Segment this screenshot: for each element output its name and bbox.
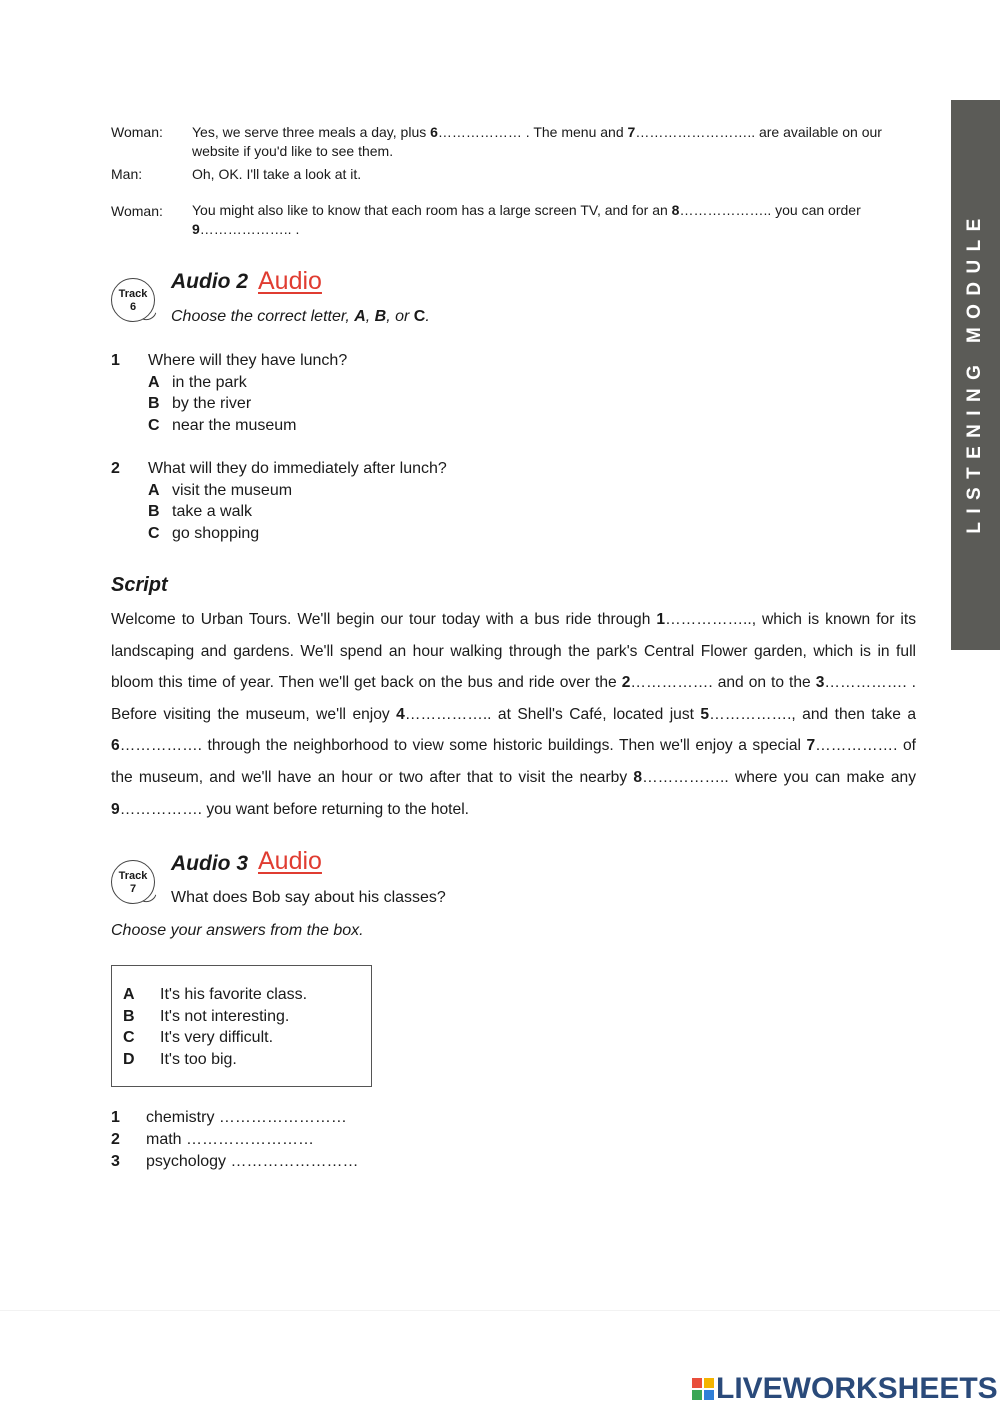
item-text: math ……………………: [146, 1131, 315, 1148]
question-number: 2: [111, 460, 120, 477]
option-letter: A: [148, 481, 160, 499]
blank-number: 5: [700, 705, 710, 723]
letter: C: [413, 308, 426, 325]
question-text: What does Bob say about his classes?: [171, 889, 446, 906]
track-number: 7: [129, 883, 137, 895]
side-tab-label: LISTENING MODULE: [964, 210, 985, 534]
box-text: It's not interesting.: [160, 1007, 290, 1025]
box-item: [123, 1049, 371, 1071]
script-title: Script: [111, 574, 168, 596]
track-label: Track: [118, 288, 148, 300]
script-text: Welcome to Urban Tours. We'll begin our tour today with a bus ride through: [111, 611, 657, 628]
dialogue-text: You might also like to know that each room has a large screen TV, and for an: [192, 202, 672, 218]
dialogue-line: [192, 123, 917, 161]
blank-number: 1: [656, 611, 666, 628]
item-number: 2: [111, 1131, 120, 1148]
speaker-label: Woman:: [111, 124, 163, 140]
question-number: 1: [111, 352, 120, 369]
blank-number: 7: [806, 737, 816, 755]
option-letter: C: [148, 416, 160, 434]
answer-box: [111, 965, 372, 1087]
option-text: near the museum: [172, 416, 297, 434]
box-letter: C: [123, 1029, 135, 1047]
option: [111, 480, 447, 502]
section-title: Audio 3: [171, 852, 248, 875]
option-text: go shopping: [172, 524, 260, 542]
instruction: Choose your answers from the box.: [111, 922, 364, 939]
dialogue-text: ……………….. you can order: [679, 202, 861, 218]
option-letter: A: [148, 373, 160, 391]
divider: [0, 1310, 1000, 1311]
option-text: by the river: [172, 395, 252, 412]
instruction-text: .: [425, 308, 430, 325]
box-letter: D: [123, 1051, 135, 1069]
blank-number: 9: [111, 800, 120, 818]
option-letter: C: [148, 524, 160, 542]
dialogue-text: ……………….. .: [199, 221, 300, 237]
script-paragraph: [111, 604, 916, 825]
box-text: It's his favorite class.: [160, 986, 308, 1003]
script-text: ……………. you want before returning to the hotel.: [119, 800, 469, 818]
letter: B: [374, 308, 387, 325]
blank-number: 8: [633, 768, 643, 786]
blank-number: 3: [815, 674, 825, 692]
logo-icon: [692, 1378, 714, 1400]
blank-number: 6: [111, 737, 120, 755]
track-label: Track: [118, 870, 148, 882]
option-letter: B: [148, 395, 160, 412]
box-item: [123, 1027, 371, 1049]
item-number: 1: [111, 1109, 120, 1126]
audio-link[interactable]: Audio: [258, 847, 322, 875]
answer-item: [111, 1107, 359, 1129]
script-text: …………….. where you can make any: [642, 768, 916, 786]
option: [111, 372, 347, 394]
blank-number: 6: [430, 124, 438, 140]
instruction-text: Choose the correct letter,: [171, 308, 355, 325]
option-text: take a walk: [172, 503, 253, 520]
option: [111, 523, 447, 545]
option-text: visit the museum: [172, 481, 293, 499]
speaker-label: Woman:: [111, 203, 163, 219]
script-text: ……………., and then take a: [709, 705, 916, 723]
box-text: It's very difficult.: [160, 1029, 274, 1047]
item-text: psychology ……………………: [146, 1153, 359, 1170]
box-letter: B: [123, 1007, 135, 1025]
answer-item: [111, 1151, 359, 1173]
audio-link[interactable]: Audio: [258, 267, 322, 295]
script-text: …………….. at Shell's Café, located just: [404, 705, 701, 723]
option-text: in the park: [172, 373, 247, 391]
dialogue-text: ……………… . The menu and: [437, 124, 628, 140]
script-text: ……………. of the museum, and we'll have an hour or two after that to visit the nearby: [111, 737, 917, 786]
item-number: 3: [111, 1153, 120, 1170]
script-text: …………….., which is known for its landscaping and gardens. We'll spend an hour walking through the park's Central Flower garden, which is in full bloom this time of year. Then we'll get back on the bus and ride over the: [111, 611, 916, 692]
answer-list: [111, 1107, 359, 1173]
option: [111, 501, 447, 523]
option: [111, 393, 347, 415]
box-letter: A: [123, 986, 135, 1003]
dialogue-text: …………………….. are available on our website if you'd like to see them.: [192, 124, 882, 159]
blank-number: 7: [627, 124, 636, 140]
blank-number: 4: [396, 705, 405, 723]
answer-item: [111, 1129, 359, 1151]
dialogue-line: [192, 201, 917, 239]
instruction-text: , or: [386, 308, 414, 325]
dialogue-text: Oh, OK. I'll take a look at it.: [192, 166, 362, 182]
dialogue-text: Yes, we serve three meals a day, plus: [192, 124, 431, 140]
letter: A: [354, 308, 366, 325]
item-text: chemistry ……………………: [146, 1109, 347, 1126]
box-item: [123, 1006, 371, 1028]
script-text: ……………. . Before visiting the museum, we'll enjoy: [111, 674, 916, 723]
instruction-text: ,: [365, 308, 375, 325]
blank-number: 8: [671, 202, 680, 218]
option-letter: B: [148, 503, 160, 520]
question-text: What will they do immediately after lunch?: [148, 460, 447, 477]
instruction: [171, 308, 430, 326]
speaker-label: Man:: [111, 166, 143, 182]
logo-text: LIVEWORKSHEETS: [716, 1372, 998, 1405]
track-badge: [111, 860, 155, 904]
box-item: [123, 984, 371, 1006]
question-block: [111, 458, 447, 544]
script-text: ……………. through the neighborhood to view some historic buildings. Then we'll enjoy a special: [119, 737, 807, 755]
blank-number: 2: [621, 674, 631, 692]
track-number: 6: [129, 301, 137, 313]
box-text: It's too big.: [160, 1051, 237, 1069]
question-text: Where will they have lunch?: [148, 352, 348, 369]
script-text: ……………. and on to the: [630, 674, 816, 692]
track-badge: [111, 278, 155, 322]
section-title: Audio 2: [171, 270, 248, 293]
option: [111, 415, 347, 437]
dialogue-line: [192, 165, 917, 184]
question-block: [111, 350, 347, 436]
blank-number: 9: [192, 221, 200, 237]
